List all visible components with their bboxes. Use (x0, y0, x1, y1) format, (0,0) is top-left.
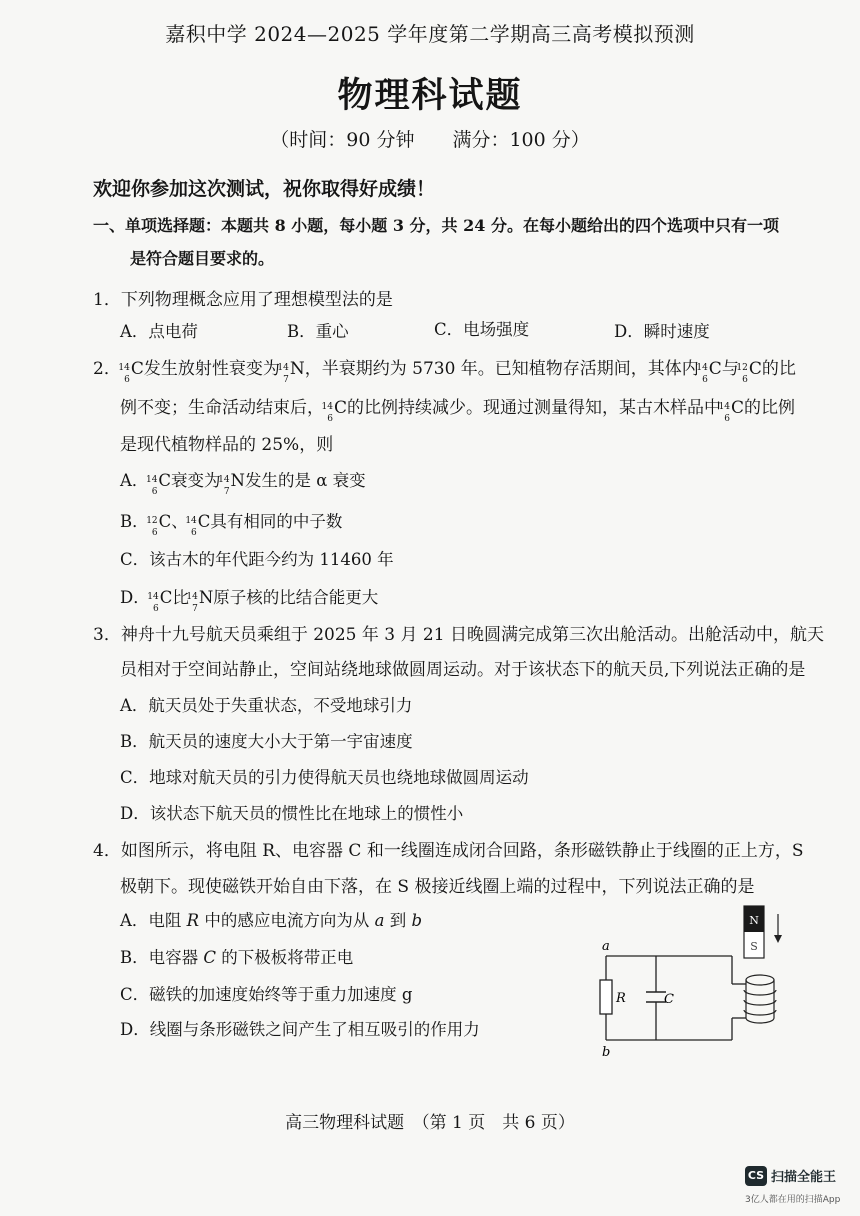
q4-option-b: B．电容器 C 的下极板将带正电 (120, 948, 354, 967)
q4-option-d: D．线圈与条形磁铁之间产生了相互吸引的作用力 (120, 1020, 480, 1039)
q2-option-b: B． 12 6 C、 14 6 C具有相同的中子数 (120, 512, 343, 538)
resistor (600, 980, 612, 1014)
page-footer: 高三物理科试题 （第 1 页 共 6 页） (285, 1113, 575, 1133)
q4-line1: 4．如图所示，将电阻 R、电容器 C 和一线圈连成闭合回路，条形磁铁静止于线圈的正上方，S (93, 841, 804, 861)
circuit-diagram (592, 900, 807, 1070)
q3-option-c: C．地球对航天员的引力使得航天员也绕地球做圆周运动 (120, 768, 529, 787)
magnet-s-label: S (750, 940, 758, 953)
q4-option-a: A．电阻 R 中的感应电流方向为从 a 到 b (120, 911, 423, 930)
down-arrow-icon (774, 914, 782, 943)
capacitor-label: C (664, 992, 674, 1007)
camscanner-tagline: 3亿人都在用的扫描App (745, 1195, 841, 1205)
q1-stem: 1．下列物理概念应用了理想模型法的是 (93, 290, 393, 310)
section-heading-line1: 一、单项选择题：本题共 8 小题，每小题 3 分，共 24 分。在每小题给出的四个选项中只有一项 (93, 216, 779, 235)
q2-line1: 2． 14 6 C发生放射性衰变为 14 7 N，半衰期约为 5730 年。已知植物存活期间，其体内 14 6 C与 12 6 C的比 (93, 359, 796, 385)
exam-title: 物理科试题 (337, 75, 523, 116)
q2-line3: 是现代植物样品的 25%，则 (120, 435, 334, 455)
q3-option-a: A．航天员处于失重状态，不受地球引力 (120, 696, 413, 715)
time-score-info: （时间：90 分钟 满分：100 分） (270, 129, 590, 151)
q1-option-b: B．重心 (287, 322, 349, 341)
q3-option-b: B．航天员的速度大小大于第一宇宙速度 (120, 732, 413, 751)
q3-line1: 3．神舟十九号航天员乘组于 2025 年 3 月 21 日晚圆满完成第三次出舱活动。出舱活动中，航天 (93, 625, 824, 645)
capacitor (646, 992, 666, 1002)
camscanner-name: 扫描全能王 (771, 1170, 837, 1185)
q4-line2: 极朝下。现使磁铁开始自由下落，在 S 极接近线圈上端的过程中，下列说法正确的是 (120, 877, 755, 897)
circuit-wires (606, 956, 746, 1040)
q2-option-c: C．该古木的年代距今约为 11460 年 (120, 550, 394, 569)
q3-line2: 员相对于空间站静止，空间站绕地球做圆周运动。对于该状态下的航天员,下列说法正确的是 (120, 660, 806, 680)
q1-option-a: A．点电荷 (120, 322, 198, 341)
q1-option-d: D．瞬时速度 (614, 322, 710, 341)
q1-option-c: C．电场强度 (434, 320, 530, 339)
q2-option-a: A． 14 6 C衰变为 14 7 N发生的是 α 衰变 (120, 471, 366, 497)
camscanner-logo: CS (745, 1166, 767, 1186)
resistor-label: R (616, 991, 626, 1006)
bar-magnet (744, 906, 764, 958)
q2-line2: 例不变；生命活动结束后， 14 6 C的比例持续减少。现通过测量得知，某古木样品中 14 6 C的比例 (120, 398, 796, 424)
node-b-label: b (602, 1045, 611, 1060)
node-a-label: a (602, 939, 610, 954)
q2-number: 2． (93, 359, 121, 379)
q4-option-c: C．磁铁的加速度始终等于重力加速度 g (120, 985, 413, 1004)
school-exam-heading: 嘉积中学 2024—2025 学年度第二学期高三高考模拟预测 (165, 22, 695, 46)
q2-option-d: D． 14 6 C比 14 7 N原子核的比结合能更大 (120, 588, 379, 614)
q3-option-d: D．该状态下航天员的惯性比在地球上的惯性小 (120, 804, 464, 823)
welcome-text: 欢迎你参加这次测试，祝你取得好成绩！ (93, 178, 436, 200)
coil (744, 975, 776, 1023)
section-heading-line2: 是符合题目要求的。 (130, 249, 275, 268)
magnet-n-label: N (749, 914, 759, 927)
